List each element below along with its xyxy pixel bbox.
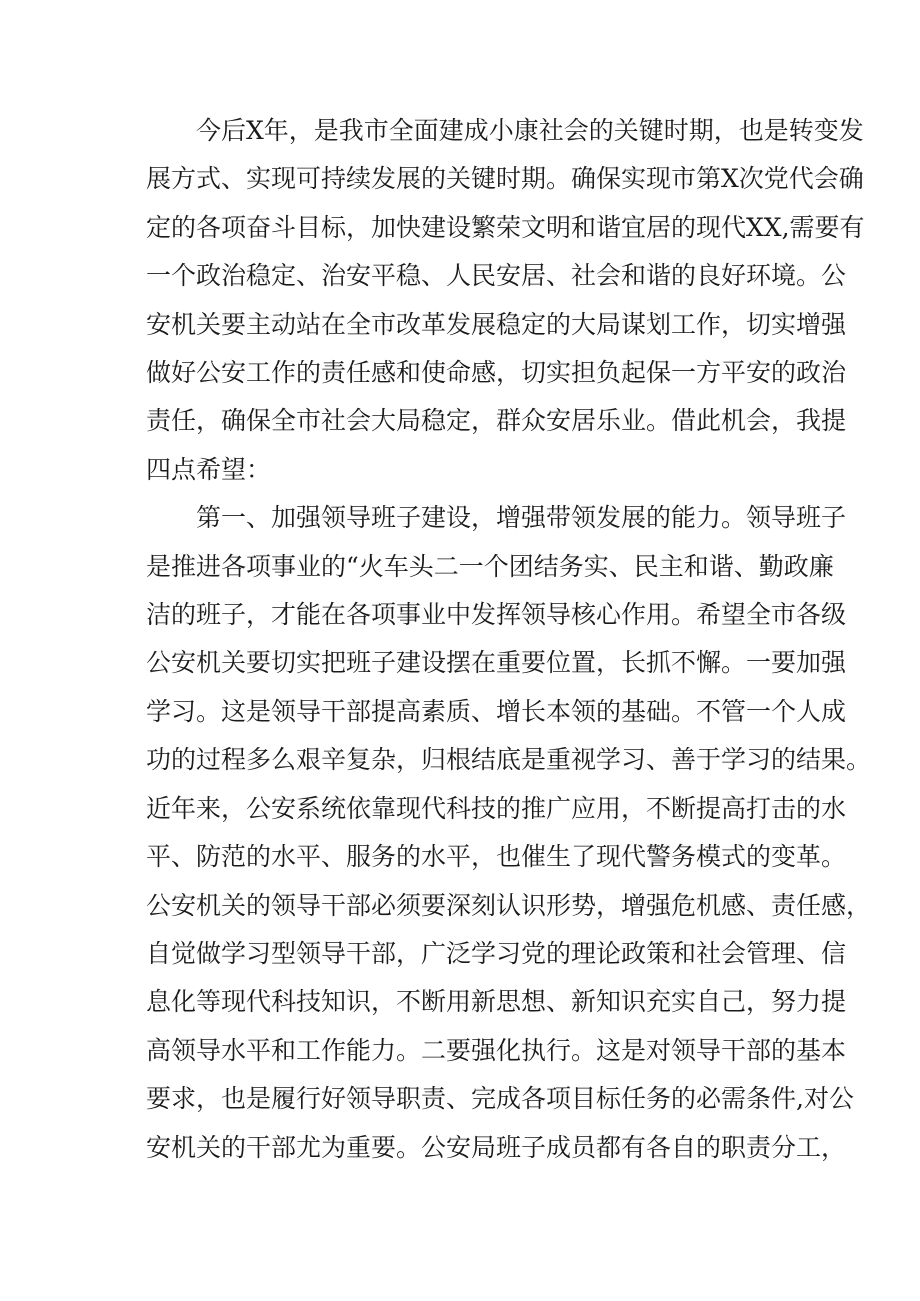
paragraph-line: 功的过程多么艰辛复杂，归根结底是重视学习、善于学习的结果。	[146, 745, 872, 775]
paragraph-line: 四点希望：	[146, 454, 272, 484]
paragraph-line: 第一、加强领导班子建设，增强带领发展的能力。领导班子	[146, 503, 847, 533]
paragraph-line: 今后X年，是我市全面建成小康社会的关键时期，也是转变发	[146, 116, 864, 145]
paragraph-line: 洁的班子，才能在各项事业中发挥领导核心作用。希望全市各级	[146, 600, 847, 630]
paragraph-line: 做好公安工作的责任感和使命感，切实担负起保一方平安的政治	[146, 358, 847, 388]
paragraph-line: 学习。这是领导干部提高素质、增长本领的基础。不管一个人成	[146, 696, 847, 726]
paragraph-line: 公安机关要切实把班子建设摆在重要位置，长抓不懈。一要加强	[146, 648, 847, 678]
paragraph-line: 高领导水平和工作能力。二要强化执行。这是对领导干部的基本	[146, 1035, 847, 1065]
paragraph-line: 安机关的干部尤为重要。公安局班子成员都有各自的职责分工，	[146, 1132, 847, 1162]
paragraph-line: 一个政治稳定、治安平稳、人民安居、社会和谐的良好环境。公	[146, 261, 847, 291]
paragraph-line: 安机关要主动站在全市改革发展稳定的大局谋划工作，切实增强	[146, 309, 847, 339]
paragraph-line: 要求，也是履行好领导职责、完成各项目标任务的必需条件,对公	[146, 1084, 854, 1114]
paragraph-1	[146, 107, 865, 494]
paragraph-line: 定的各项奋斗目标，加快建设繁荣文明和谐宜居的现代XX,需要有	[146, 212, 865, 242]
document-body	[146, 107, 872, 1172]
paragraph-line: 展方式、实现可持续发展的关键时期。确保实现市第X次党代会确	[146, 164, 864, 194]
paragraph-line: 公安机关的领导干部必须要深刻认识形势，增强危机感、责任感，	[146, 890, 872, 920]
paragraph-line: 平、防范的水平、服务的水平，也催生了现代警务模式的变革。	[146, 842, 847, 872]
paragraph-line: 息化等现代科技知识，不断用新思想、新知识充实自己，努力提	[146, 987, 847, 1017]
paragraph-line: 责任，确保全市社会大局稳定，群众安居乐业。借此机会，我提	[146, 406, 847, 436]
paragraph-line: 近年来，公安系统依靠现代科技的推广应用，不断提高打击的水	[146, 793, 847, 823]
paragraph-2	[146, 494, 872, 1172]
paragraph-line: 自觉做学习型领导干部，广泛学习党的理论政策和社会管理、信	[146, 938, 847, 968]
paragraph-line: 是推进各项事业的“火车头二一个团结务实、民主和谐、勤政廉	[146, 551, 834, 581]
